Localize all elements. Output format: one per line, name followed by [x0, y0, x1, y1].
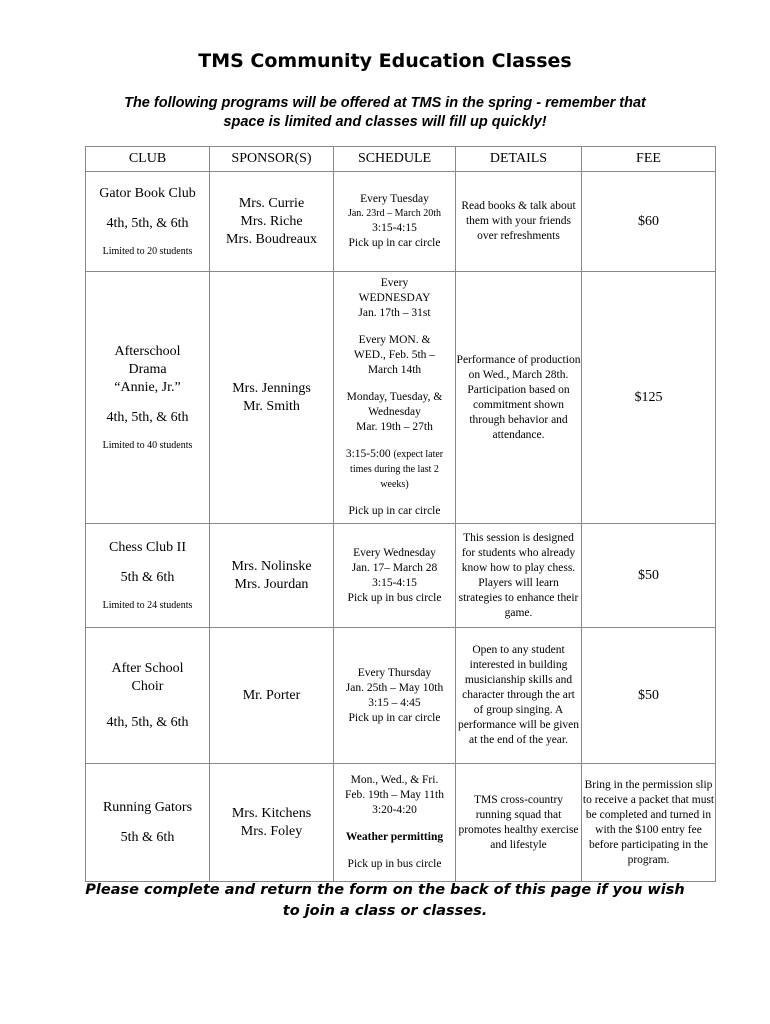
fee-cell — [582, 272, 716, 524]
header-fee: FEE — [582, 147, 716, 172]
sponsor-name: Mrs. Nolinske — [231, 558, 312, 574]
schedule-line: WEDNESDAY — [358, 292, 431, 304]
table-header-row — [86, 147, 716, 172]
schedule-line: Mar. 19th – 27th — [356, 421, 433, 433]
sponsor-cell — [210, 524, 334, 628]
intro-line-2: space is limited and classes will fill up quickly! — [223, 114, 547, 130]
schedule-line: Every — [380, 277, 409, 289]
schedule-note: (expect later times during the last 2 weeks) — [350, 449, 444, 490]
club-limit: Limited to 20 students — [102, 245, 193, 257]
schedule-line: WED., Feb. 5th – — [353, 349, 436, 361]
details-text: This session is designed for students who already know how to play chess. Players will learn strategies to enhance their game. — [458, 531, 579, 619]
schedule-line: Jan. 23rd – March 20th — [347, 208, 442, 219]
table-row — [86, 628, 716, 764]
schedule-line: Wednesday — [368, 406, 421, 418]
schedule-line: 3:20-4:20 — [372, 804, 417, 816]
schedule-cell — [334, 628, 456, 764]
fee-cell — [582, 764, 716, 882]
schedule-cell — [334, 272, 456, 524]
club-name: Choir — [131, 678, 164, 694]
club-name: “Annie, Jr.” — [114, 379, 181, 395]
club-limit: Limited to 24 students — [102, 599, 193, 611]
sponsor-name: Mr. Porter — [242, 687, 301, 703]
footer-line-1: Please complete and return the form on the back of this page if you wish — [85, 882, 685, 898]
details-text: Open to any student interested in building musicianship skills and character through the art of group singing. A performance will be given at the end of the year. — [457, 644, 580, 746]
schedule-line: Mon., Wed., & Fri. — [350, 774, 439, 786]
sponsor-name: Mrs. Jennings — [232, 380, 311, 396]
footer-note — [40, 880, 730, 922]
sponsor-cell — [210, 272, 334, 524]
fee-text: $60 — [638, 213, 659, 229]
club-cell — [86, 272, 210, 524]
schedule-line: Pick up in car circle — [348, 711, 441, 724]
fee-text: Bring in the permission slip to receive a packet that must be completed and turned in with the $100 entry fee before participating in the program. — [582, 778, 715, 866]
details-text: Performance of production on Wed., March 28th. Participation based on commitment shown through behavior and attendance. — [456, 353, 581, 441]
schedule-line: Jan. 17– March 28 — [351, 561, 438, 574]
details-cell — [456, 272, 582, 524]
classes-table — [85, 146, 716, 882]
fee-text: $125 — [634, 389, 663, 405]
club-grades: 4th, 5th, & 6th — [106, 215, 189, 231]
club-cell — [86, 764, 210, 882]
sponsor-name: Mrs. Foley — [240, 823, 303, 839]
schedule-line: Every Wednesday — [353, 546, 436, 559]
sponsor-cell — [210, 628, 334, 764]
club-cell — [86, 172, 210, 272]
table-row — [86, 272, 716, 524]
header-sponsors: SPONSOR(S) — [210, 147, 334, 172]
schedule-cell — [334, 172, 456, 272]
page-title: TMS Community Education Classes — [198, 50, 572, 72]
schedule-line: 3:15-4:15 — [372, 222, 417, 234]
fee-text: $50 — [638, 687, 659, 703]
schedule-line: March 14th — [367, 364, 422, 376]
sponsor-cell — [210, 172, 334, 272]
club-grades: 4th, 5th, & 6th — [106, 714, 189, 730]
schedule-time: 3:15-5:00 — [345, 448, 391, 460]
schedule-line: 3:15 – 4:45 — [368, 696, 421, 709]
club-grades: 5th & 6th — [120, 829, 175, 845]
sponsor-name: Mrs. Currie — [238, 195, 305, 211]
fee-cell — [582, 524, 716, 628]
club-name: Chess Club II — [109, 539, 186, 555]
club-cell — [86, 524, 210, 628]
sponsor-name: Mrs. Boudreaux — [226, 231, 317, 247]
details-cell — [456, 172, 582, 272]
club-name: Gator Book Club — [99, 185, 196, 201]
sponsor-name: Mrs. Jourdan — [234, 576, 309, 592]
club-grades: 5th & 6th — [120, 569, 175, 585]
intro-line-1: The following programs will be offered at TMS in the spring - remember that — [124, 95, 646, 111]
club-cell — [86, 628, 210, 764]
club-limit: Limited to 40 students — [102, 439, 193, 451]
sponsor-name: Mrs. Riche — [240, 213, 303, 229]
schedule-cell — [334, 764, 456, 882]
schedule-line: 3:15-4:15 — [372, 576, 417, 589]
schedule-line: Every Thursday — [357, 666, 432, 679]
schedule-line: Jan. 25th – May 10th — [345, 681, 444, 694]
club-grades: 4th, 5th, & 6th — [106, 409, 189, 425]
fee-cell — [582, 628, 716, 764]
schedule-line: Jan. 17th – 31st — [358, 307, 431, 319]
club-name: After School — [111, 660, 184, 676]
club-name: Running Gators — [102, 799, 193, 815]
schedule-line: Every Tuesday — [360, 193, 429, 205]
fee-text: $50 — [638, 567, 659, 583]
schedule-line: Pick up in car circle — [348, 505, 441, 517]
details-cell — [456, 524, 582, 628]
table-row — [86, 524, 716, 628]
schedule-line: Pick up in car circle — [348, 237, 441, 249]
schedule-line — [334, 447, 455, 492]
club-name: Drama — [128, 361, 167, 377]
details-text: Read books & talk about them with your friends over refreshments — [461, 200, 576, 242]
schedule-line: Monday, Tuesday, & — [346, 391, 443, 403]
club-name: Afterschool — [114, 343, 181, 359]
details-text: TMS cross-country running squad that promotes healthy exercise and lifestyle — [458, 793, 579, 851]
table-row — [86, 172, 716, 272]
sponsor-name: Mr. Smith — [243, 398, 300, 414]
details-cell — [456, 628, 582, 764]
header-details: DETAILS — [456, 147, 582, 172]
schedule-line: Weather permitting — [345, 831, 444, 843]
table-row — [86, 764, 716, 882]
schedule-line: Every MON. & — [358, 334, 431, 346]
schedule-cell — [334, 524, 456, 628]
schedule-line: Pick up in bus circle — [347, 858, 442, 870]
schedule-line: Feb. 19th – May 11th — [345, 789, 444, 801]
intro-text — [60, 94, 710, 132]
fee-cell — [582, 172, 716, 272]
details-cell — [456, 764, 582, 882]
header-club: CLUB — [86, 147, 210, 172]
sponsor-cell — [210, 764, 334, 882]
sponsor-name: Mrs. Kitchens — [231, 805, 312, 821]
header-schedule: SCHEDULE — [334, 147, 456, 172]
schedule-line: Pick up in bus circle — [347, 591, 442, 604]
footer-line-2: to join a class or classes. — [282, 903, 488, 919]
